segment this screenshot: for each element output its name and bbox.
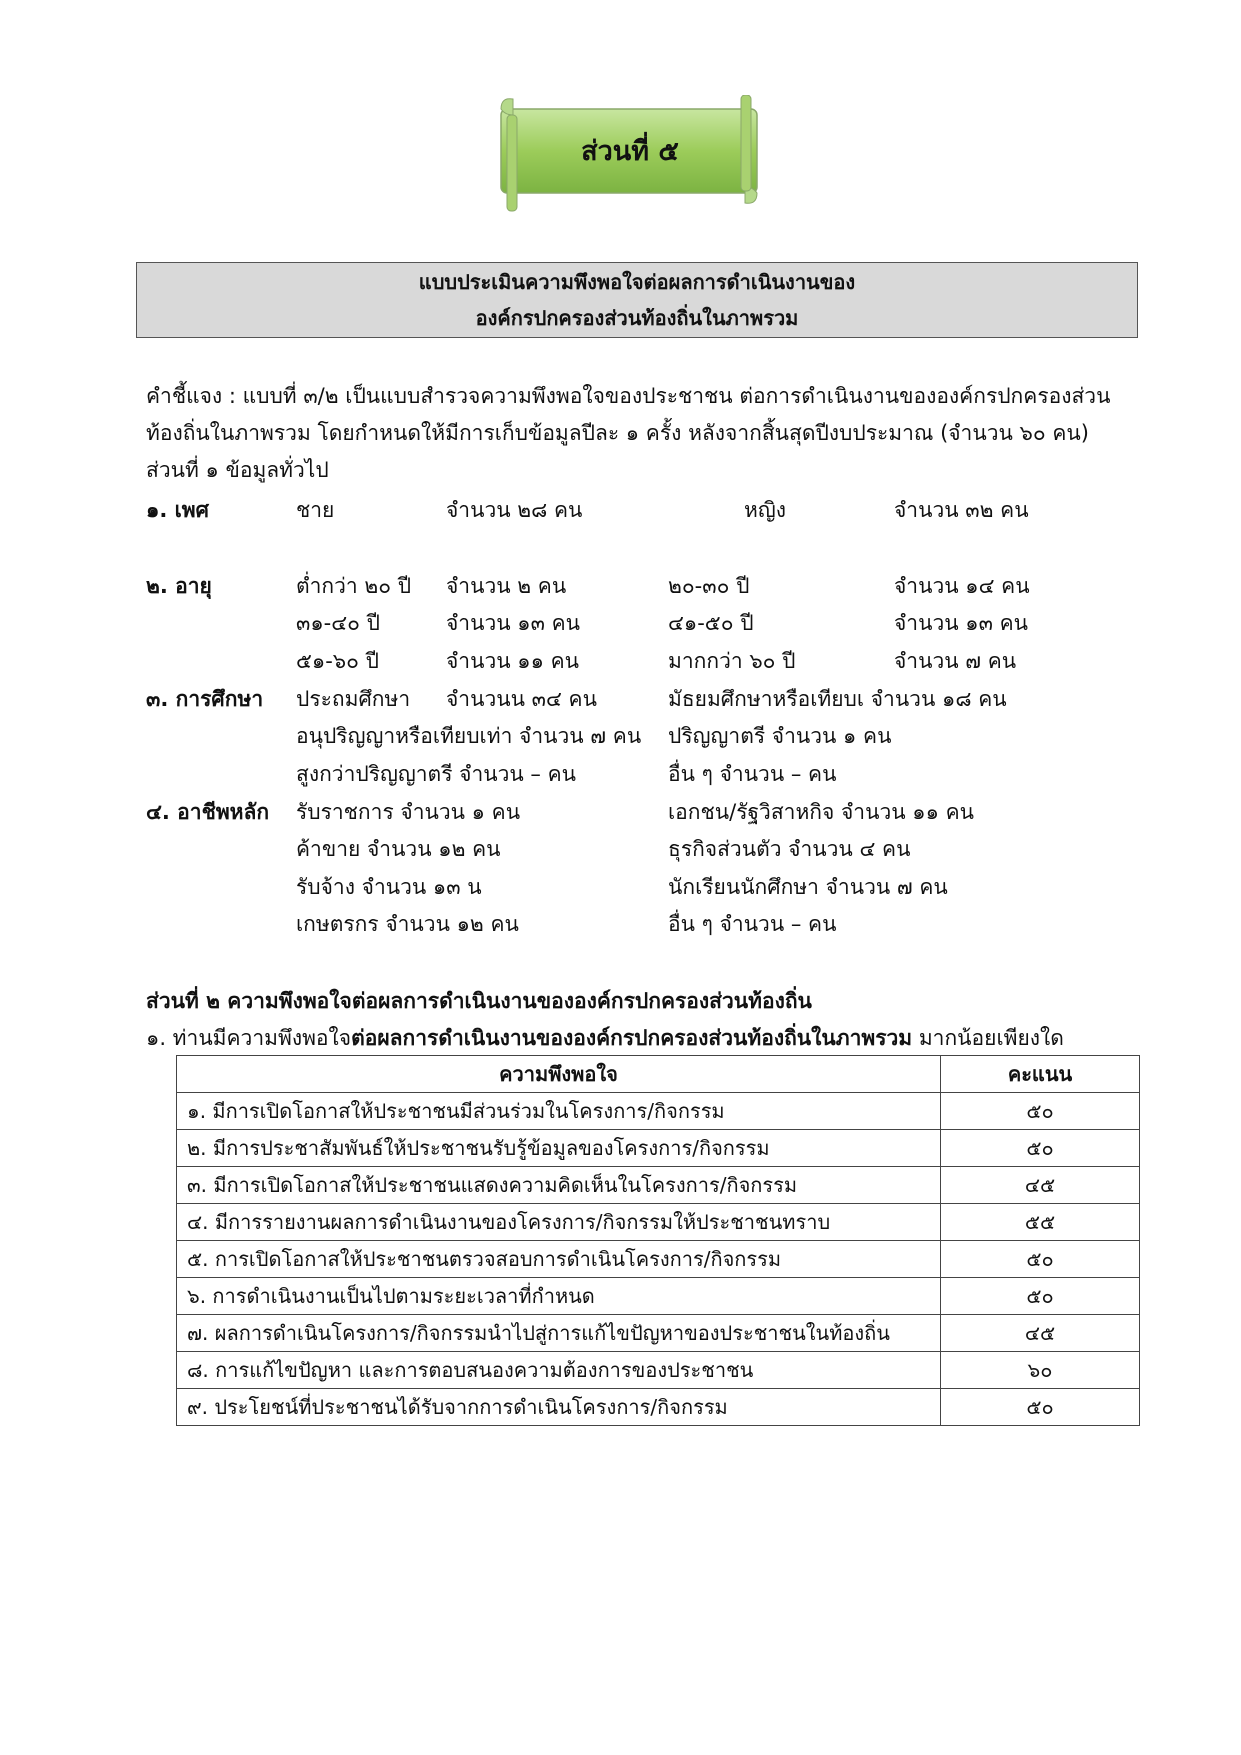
occupation-r2c1: ค้าขาย จำนวน ๑๒ คน [296,837,501,861]
table-row [177,1315,1140,1352]
instructions-line1: คำชี้แจง : แบบที่ ๓/๒ เป็นแบบสำรวจความพึงพอใจของประชาชน ต่อการดำเนินงานขององค์กรปกครองส่วน [146,384,1111,408]
row-score: ๔๕ [941,1315,1140,1352]
form-title-box [136,262,1138,338]
age-r2c3: ๔๑-๕๐ ปี [668,611,754,635]
age-r3c1: ๕๑-๖๐ ปี [296,649,379,673]
age-r1c4: จำนวน ๑๔ คน [894,574,1030,598]
education-label: ๓. การศึกษา [146,687,264,711]
row-item: ๙. ประโยชน์ที่ประชาชนได้รับจากการดำเนินโครงการ/กิจกรรม [177,1389,941,1426]
instructions-line3: ส่วนที่ ๑ ข้อมูลทั่วไป [146,458,329,482]
banner-title: ส่วนที่ ๕ [581,135,679,167]
age-r1c3: ๒๐-๓๐ ปี [668,574,750,598]
row-score: ๕๐ [941,1278,1140,1315]
row-item: ๘. การแก้ไขปัญหา และการตอบสนองความต้องการของประชาชน [177,1352,941,1389]
question-1 [146,1022,1064,1055]
question-1-prefix: ๑. ท่านมีความพึงพอใจ [146,1026,352,1050]
occupation-r1c3: เอกชน/รัฐวิสาหกิจ จำนวน ๑๑ คน [668,800,975,824]
table-row [177,1204,1140,1241]
row-score: ๖๐ [941,1352,1140,1389]
row-score: ๕๐ [941,1093,1140,1130]
gender-male-count: จำนวน ๒๘ คน [446,498,583,522]
table-row [177,1130,1140,1167]
gender-female-count: จำนวน ๓๒ คน [894,498,1029,522]
age-r1c1: ต่ำกว่า ๒๐ ปี [296,574,412,598]
row-item: ๔. มีการรายงานผลการดำเนินงานของโครงการ/กิจกรรมให้ประชาชนทราบ [177,1204,941,1241]
occupation-r3c3: นักเรียนนักศึกษา จำนวน ๗ คน [668,875,948,899]
question-1-bold: ต่อผลการดำเนินงานขององค์กรปกครองส่วนท้องถิ่นในภาพรวม [351,1026,913,1050]
education-r3c3: อื่น ๆ จำนวน – คน [668,762,837,786]
age-r3c4: จำนวน ๗ คน [894,649,1017,673]
age-r2c1: ๓๑-๔๐ ปี [296,611,380,635]
occupation-r3c1: รับจ้าง จำนวน ๑๓ น [296,875,482,899]
row-score: ๕๐ [941,1130,1140,1167]
row-score: ๔๕ [941,1167,1140,1204]
table-row [177,1278,1140,1315]
section2-heading: ส่วนที่ ๒ ความพึงพอใจต่อผลการดำเนินงานขององค์กรปกครองส่วนท้องถิ่น [146,989,812,1013]
education-r1c3: มัธยมศึกษาหรือเทียบเ จำนวน ๑๘ คน [668,687,1007,711]
row-item: ๑. มีการเปิดโอกาสให้ประชาชนมีส่วนร่วมในโครงการ/กิจกรรม [177,1093,941,1130]
row-item: ๒. มีการประชาสัมพันธ์ให้ประชาชนรับรู้ข้อมูลของโครงการ/กิจกรรม [177,1130,941,1167]
table-row [177,1352,1140,1389]
question-1-suffix: มากน้อยเพียงใด [912,1026,1064,1050]
education-r1c2: จำนวนน ๓๔ คน [446,687,597,711]
age-label: ๒. อายุ [146,574,212,598]
table-row [177,1389,1140,1426]
row-item: ๓. มีการเปิดโอกาสให้ประชาชนแสดงความคิดเห็นในโครงการ/กิจกรรม [177,1167,941,1204]
gender-female: หญิง [744,498,786,522]
occupation-r4c1: เกษตรกร จำนวน ๑๒ คน [296,912,519,936]
education-r1c1: ประถมศึกษา [296,687,411,711]
row-item: ๗. ผลการดำเนินโครงการ/กิจกรรมนำไปสู่การแก้ไขปัญหาของประชาชนในท้องถิ่น [177,1315,941,1352]
age-r1c2: จำนวน ๒ คน [446,574,567,598]
education-r2c1: อนุปริญญาหรือเทียบเท่า จำนวน ๗ คน [296,724,642,748]
row-score: ๕๕ [941,1204,1140,1241]
row-item: ๕. การเปิดโอกาสให้ประชาชนตรวจสอบการดำเนินโครงการ/กิจกรรม [177,1241,941,1278]
education-r2c3: ปริญญาตรี จำนวน ๑ คน [668,724,892,748]
row-score: ๕๐ [941,1389,1140,1426]
table-row [177,1241,1140,1278]
gender-label: ๑. เพศ [146,498,209,522]
section-banner [495,95,775,215]
occupation-r4c3: อื่น ๆ จำนวน – คน [668,912,837,936]
age-r3c3: มากกว่า ๖๐ ปี [668,649,796,673]
instructions-line2: ท้องถิ่นในภาพรวม โดยกำหนดให้มีการเก็บข้อมูลปีละ ๑ ครั้ง หลังจากสิ้นสุดปีงบประมาณ (จำนวน ๖๐ คน) [146,421,1089,445]
education-r3c1: สูงกว่าปริญญาตรี จำนวน – คน [296,762,577,786]
header-satisfaction: ความพึงพอใจ [177,1056,941,1093]
occupation-label: ๔. อาชีพหลัก [146,800,270,824]
age-r2c4: จำนวน ๑๓ คน [894,611,1029,635]
gender-male: ชาย [296,498,335,522]
age-r3c2: จำนวน ๑๑ คน [446,649,580,673]
occupation-r2c3: ธุรกิจส่วนตัว จำนวน ๔ คน [668,837,911,861]
satisfaction-table [176,1055,1140,1426]
header-score: คะแนน [941,1056,1140,1093]
instructions [146,378,1146,489]
occupation-r1c1: รับราชการ จำนวน ๑ คน [296,800,521,824]
table-header-row [177,1056,1140,1093]
form-title-line2: องค์กรปกครองส่วนท้องถิ่นในภาพรวม [475,306,799,330]
row-score: ๕๐ [941,1241,1140,1278]
form-title-line1: แบบประเมินความพึงพอใจต่อผลการดำเนินงานของ [418,270,856,294]
table-row [177,1167,1140,1204]
age-r2c2: จำนวน ๑๓ คน [446,611,581,635]
table-row [177,1093,1140,1130]
row-item: ๖. การดำเนินงานเป็นไปตามระยะเวลาที่กำหนด [177,1278,941,1315]
